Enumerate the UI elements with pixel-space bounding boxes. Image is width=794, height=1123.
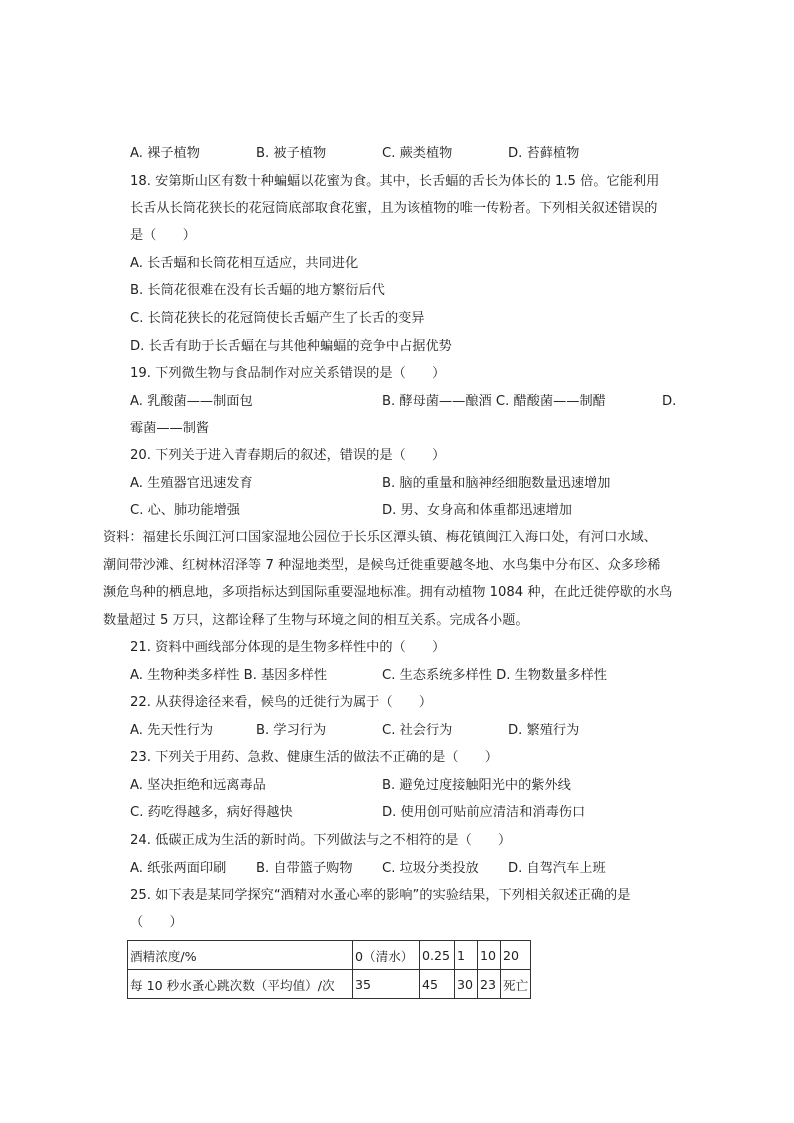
table-cell: 30 <box>455 970 478 999</box>
table-cell: 1 <box>455 941 478 970</box>
q20-option-b: B. 脑的重量和脑神经细胞数量迅速增加 <box>382 476 611 491</box>
q19-option-d-text: 霉菌——制酱 <box>130 421 210 436</box>
q19-option-d-label: D. <box>662 394 677 409</box>
table-row <box>128 941 531 970</box>
table-cell-label: 每 10 秒水蚤心跳次数（平均值）/次 <box>128 970 353 999</box>
q20-stem: 20. 下列关于进入青春期后的叙述，错误的是（ ） <box>130 448 446 463</box>
material-line-4: 数量超过 5 万只，这都诠释了生物与环境之间的相互关系。完成各小题。 <box>103 613 529 628</box>
q24-option-c: C. 垃圾分类投放 <box>382 861 479 876</box>
q24-option-d: D. 自驾汽车上班 <box>508 861 606 876</box>
q19-option-b-c: B. 酵母菌——酿酒 C. 醋酸菌——制醋 <box>382 394 606 409</box>
q18-option-b: B. 长筒花很难在没有长舌蝠的地方繁衍后代 <box>130 283 385 298</box>
material-line-3: 濒危鸟种的栖息地，多项指标达到国际重要湿地标准。拥有动植物 1084 种，在此迁徙停歇的水鸟 <box>103 585 673 600</box>
q17-option-d: D. 苔藓植物 <box>508 146 580 161</box>
table-cell: 10 <box>478 941 501 970</box>
q18-stem-line-3: 是（ ） <box>130 228 196 243</box>
table-cell: 0（清水） <box>353 941 420 970</box>
q23-option-b: B. 避免过度接触阳光中的紫外线 <box>382 778 571 793</box>
q18-option-c: C. 长筒花狭长的花冠筒使长舌蝠产生了长舌的变异 <box>130 311 425 326</box>
q22-option-a: A. 先天性行为 <box>130 723 214 738</box>
table-cell: 35 <box>353 970 420 999</box>
q17-option-a: A. 裸子植物 <box>130 146 200 161</box>
q22-stem: 22. 从获得途径来看，候鸟的迁徙行为属于（ ） <box>130 695 433 710</box>
q18-option-a: A. 长舌蝠和长筒花相互适应，共同进化 <box>130 256 359 271</box>
q19-stem: 19. 下列微生物与食品制作对应关系错误的是（ ） <box>130 366 446 381</box>
q23-option-d: D. 使用创可贴前应清洁和消毒伤口 <box>382 805 586 820</box>
q25-stem-paren: （ ） <box>130 915 183 930</box>
table-cell: 45 <box>420 970 455 999</box>
q17-option-c: C. 蕨类植物 <box>382 146 453 161</box>
q19-option-a: A. 乳酸菌——制面包 <box>130 394 253 409</box>
q22-option-d: D. 繁殖行为 <box>508 723 580 738</box>
q24-stem: 24. 低碳正成为生活的新时尚。下列做法与之不相符的是（ ） <box>130 833 512 848</box>
q23-stem: 23. 下列关于用药、急救、健康生活的做法不正确的是（ ） <box>130 750 499 765</box>
table-cell: 0.25 <box>420 941 455 970</box>
q25-stem: 25. 如下表是某同学探究“酒精对水蚤心率的影响”的实验结果，下列相关叙述正确的是 <box>130 888 631 903</box>
q22-option-b: B. 学习行为 <box>256 723 327 738</box>
table-cell: 20 <box>501 941 531 970</box>
q21-stem: 21. 资料中画线部分体现的是生物多样性中的（ ） <box>130 640 446 655</box>
q18-stem-line-2: 长舌从长筒花狭长的花冠筒底部取食花蜜，且为该植物的唯一传粉者。下列相关叙述错误的 <box>130 201 658 216</box>
table-row <box>128 970 531 999</box>
q21-options-c-d: C. 生态系统多样性 D. 生物数量多样性 <box>382 668 607 683</box>
q24-option-a: A. 纸张两面印刷 <box>130 861 227 876</box>
material-line-2: 潮间带沙滩、红树林沼泽等 7 种湿地类型，是候鸟迁徙重要越冬地、水鸟集中分布区、众多珍稀 <box>103 558 661 573</box>
q20-option-a: A. 生殖器官迅速发育 <box>130 476 253 491</box>
q18-option-d: D. 长舌有助于长舌蝠在与其他种蝙蝠的竞争中占据优势 <box>130 339 452 354</box>
table-cell: 死亡 <box>501 970 531 999</box>
table-cell: 23 <box>478 970 501 999</box>
q21-options-a-b: A. 生物种类多样性 B. 基因多样性 <box>130 668 328 683</box>
q18-stem-line-1: 18. 安第斯山区有数十种蝙蝠以花蜜为食。其中，长舌蝠的舌长为体长的 1.5 倍。它能利用 <box>130 174 660 189</box>
q20-option-d: D. 男、女身高和体重都迅速增加 <box>382 503 572 518</box>
q22-option-c: C. 社会行为 <box>382 723 453 738</box>
q25-data-table <box>127 940 531 999</box>
q23-option-a: A. 坚决拒绝和远离毒品 <box>130 778 266 793</box>
q20-option-c: C. 心、肺功能增强 <box>130 503 240 518</box>
q23-option-c: C. 药吃得越多，病好得越快 <box>130 805 293 820</box>
table-cell-label: 酒精浓度/% <box>128 941 353 970</box>
q17-option-b: B. 被子植物 <box>256 146 327 161</box>
material-line-1: 资料：福建长乐闽江河口国家湿地公园位于长乐区潭头镇、梅花镇闽江入海口处，有河口水域、 <box>103 530 657 545</box>
q24-option-b: B. 自带篮子购物 <box>256 861 353 876</box>
